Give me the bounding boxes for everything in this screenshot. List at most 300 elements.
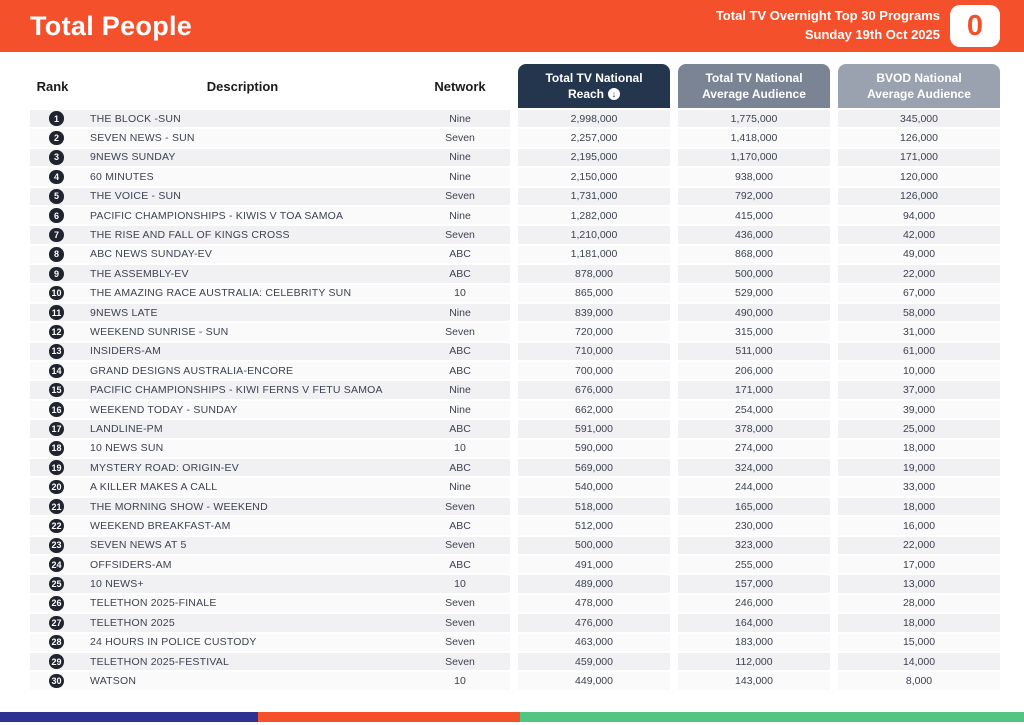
rank-cell: [30, 653, 75, 672]
column-gap: [670, 207, 678, 226]
column-gap: [510, 226, 518, 245]
rank-badge: 29: [49, 654, 64, 669]
network-cell: Seven: [410, 634, 510, 653]
column-gap: [510, 556, 518, 575]
reach-value: 512,000: [518, 517, 670, 536]
network-cell: Nine: [410, 110, 510, 129]
column-gap: [830, 149, 838, 168]
table-row: [30, 672, 1000, 691]
column-gap: [510, 575, 518, 594]
avg-audience-value: 490,000: [678, 304, 830, 323]
network-cell: Nine: [410, 149, 510, 168]
reach-value: 476,000: [518, 614, 670, 633]
network-cell: Seven: [410, 653, 510, 672]
rank-badge: 3: [49, 150, 64, 165]
program-description: THE ASSEMBLY-EV: [75, 265, 410, 284]
avg-audience-value: 206,000: [678, 362, 830, 381]
rank-cell: [30, 478, 75, 497]
program-description: 24 HOURS IN POLICE CUSTODY: [75, 634, 410, 653]
bvod-audience-value: 58,000: [838, 304, 1000, 323]
bvod-audience-value: 22,000: [838, 265, 1000, 284]
bvod-audience-value: 10,000: [838, 362, 1000, 381]
network-cell: Nine: [410, 478, 510, 497]
table-row: [30, 420, 1000, 439]
bvod-audience-value: 18,000: [838, 614, 1000, 633]
avg-audience-value: 1,418,000: [678, 129, 830, 148]
column-gap: [510, 672, 518, 691]
avg-audience-value: 230,000: [678, 517, 830, 536]
table-row: [30, 614, 1000, 633]
bvod-audience-value: 42,000: [838, 226, 1000, 245]
column-gap: [830, 362, 838, 381]
report-subtitle-line1: Total TV Overnight Top 30 Programs: [715, 8, 940, 24]
column-gap: [830, 343, 838, 362]
column-gap: [830, 459, 838, 478]
rank-cell: [30, 575, 75, 594]
oztam-logo: [950, 5, 1000, 47]
network-cell: Seven: [410, 226, 510, 245]
column-gap: [670, 478, 678, 497]
reach-value: 700,000: [518, 362, 670, 381]
avg-audience-value: 378,000: [678, 420, 830, 439]
column-gap: [510, 498, 518, 517]
rank-cell: [30, 265, 75, 284]
program-description: WEEKEND TODAY - SUNDAY: [75, 401, 410, 420]
program-description: TELETHON 2025-FESTIVAL: [75, 653, 410, 672]
rank-cell: [30, 420, 75, 439]
program-description: INSIDERS-AM: [75, 343, 410, 362]
column-header-reach[interactable]: [518, 64, 670, 108]
reach-value: 591,000: [518, 420, 670, 439]
column-gap: [670, 265, 678, 284]
bvod-audience-value: 49,000: [838, 246, 1000, 265]
rank-badge: 21: [49, 499, 64, 514]
column-header-avg-audience: [678, 64, 830, 108]
reach-value: 710,000: [518, 343, 670, 362]
program-description: 10 NEWS SUN: [75, 440, 410, 459]
column-gap: [510, 207, 518, 226]
program-description: SEVEN NEWS - SUN: [75, 129, 410, 148]
reach-value: 463,000: [518, 634, 670, 653]
rank-cell: [30, 343, 75, 362]
column-gap: [830, 537, 838, 556]
column-gap: [510, 285, 518, 304]
table-row: [30, 304, 1000, 323]
table-header-row: [30, 64, 1000, 108]
program-description: OFFSIDERS-AM: [75, 556, 410, 575]
rank-cell: [30, 246, 75, 265]
column-gap: [670, 226, 678, 245]
reach-value: 478,000: [518, 595, 670, 614]
reach-value: 839,000: [518, 304, 670, 323]
rank-cell: [30, 168, 75, 187]
column-gap: [830, 207, 838, 226]
program-description: THE RISE AND FALL OF KINGS CROSS: [75, 226, 410, 245]
network-cell: 10: [410, 285, 510, 304]
rank-cell: [30, 381, 75, 400]
column-gap: [510, 110, 518, 129]
column-gap: [670, 168, 678, 187]
network-cell: Seven: [410, 188, 510, 207]
rank-badge: 11: [49, 305, 64, 320]
reach-value: 489,000: [518, 575, 670, 594]
reach-value: 569,000: [518, 459, 670, 478]
network-cell: ABC: [410, 362, 510, 381]
rank-cell: [30, 110, 75, 129]
column-gap: [830, 614, 838, 633]
column-gap: [510, 129, 518, 148]
reach-value: 2,150,000: [518, 168, 670, 187]
top30-table: [30, 64, 1000, 692]
table-row: [30, 285, 1000, 304]
rank-cell: [30, 323, 75, 342]
network-cell: Seven: [410, 498, 510, 517]
footer-color-strip: [0, 712, 1024, 722]
rank-cell: [30, 226, 75, 245]
rank-badge: 2: [49, 131, 64, 146]
column-gap: [510, 517, 518, 536]
column-gap: [670, 634, 678, 653]
avg-header-line2: Average Audience: [702, 87, 806, 101]
table-row: [30, 343, 1000, 362]
avg-audience-value: 529,000: [678, 285, 830, 304]
avg-audience-value: 1,775,000: [678, 110, 830, 129]
reach-value: 459,000: [518, 653, 670, 672]
column-gap: [670, 401, 678, 420]
table-row: [30, 517, 1000, 536]
rank-badge: 19: [49, 460, 64, 475]
program-description: THE VOICE - SUN: [75, 188, 410, 207]
table-row: [30, 537, 1000, 556]
program-description: ABC NEWS SUNDAY-EV: [75, 246, 410, 265]
reach-header-line1: Total TV National: [545, 70, 643, 85]
rank-badge: 30: [49, 674, 64, 689]
rank-badge: 26: [49, 596, 64, 611]
table-row: [30, 401, 1000, 420]
table-row: [30, 556, 1000, 575]
column-header-bvod: [838, 64, 1000, 108]
footer-segment-green: [520, 712, 1024, 722]
rank-cell: [30, 129, 75, 148]
table-row: [30, 246, 1000, 265]
avg-audience-value: 143,000: [678, 672, 830, 691]
rank-badge: 6: [49, 208, 64, 223]
avg-audience-value: 254,000: [678, 401, 830, 420]
column-gap: [830, 498, 838, 517]
column-gap: [670, 285, 678, 304]
network-cell: 10: [410, 575, 510, 594]
rank-cell: [30, 459, 75, 478]
bvod-audience-value: 14,000: [838, 653, 1000, 672]
rank-cell: [30, 537, 75, 556]
program-description: WEEKEND BREAKFAST-AM: [75, 517, 410, 536]
top-banner: [0, 0, 1024, 52]
bvod-audience-value: 345,000: [838, 110, 1000, 129]
table-row: [30, 207, 1000, 226]
column-gap: [670, 537, 678, 556]
program-description: 60 MINUTES: [75, 168, 410, 187]
bvod-audience-value: 39,000: [838, 401, 1000, 420]
column-gap: [510, 459, 518, 478]
reach-value: 662,000: [518, 401, 670, 420]
column-gap: [670, 595, 678, 614]
avg-audience-value: 244,000: [678, 478, 830, 497]
column-gap: [510, 188, 518, 207]
program-description: PACIFIC CHAMPIONSHIPS - KIWI FERNS V FETU SAMOA: [75, 381, 410, 400]
column-gap: [670, 498, 678, 517]
reach-value: 2,195,000: [518, 149, 670, 168]
column-gap: [510, 304, 518, 323]
avg-audience-value: 171,000: [678, 381, 830, 400]
bvod-audience-value: 16,000: [838, 517, 1000, 536]
footer-segment-orange: [258, 712, 520, 722]
network-cell: Nine: [410, 304, 510, 323]
bvod-audience-value: 31,000: [838, 323, 1000, 342]
column-gap: [670, 556, 678, 575]
avg-audience-value: 255,000: [678, 556, 830, 575]
network-cell: Seven: [410, 614, 510, 633]
network-cell: ABC: [410, 517, 510, 536]
rank-badge: 4: [49, 170, 64, 185]
network-cell: Nine: [410, 381, 510, 400]
program-description: 10 NEWS+: [75, 575, 410, 594]
avg-audience-value: 165,000: [678, 498, 830, 517]
rank-badge: 15: [49, 383, 64, 398]
program-description: SEVEN NEWS AT 5: [75, 537, 410, 556]
network-cell: Seven: [410, 537, 510, 556]
reach-value: 449,000: [518, 672, 670, 691]
rank-cell: [30, 440, 75, 459]
avg-audience-value: 500,000: [678, 265, 830, 284]
column-gap: [830, 381, 838, 400]
rank-badge: 24: [49, 557, 64, 572]
column-gap: [670, 343, 678, 362]
column-gap: [510, 343, 518, 362]
table-row: [30, 498, 1000, 517]
column-gap: [670, 672, 678, 691]
table-row: [30, 595, 1000, 614]
rank-cell: [30, 285, 75, 304]
reach-value: 878,000: [518, 265, 670, 284]
column-gap: [830, 672, 838, 691]
bvod-audience-value: 120,000: [838, 168, 1000, 187]
column-gap: [830, 110, 838, 129]
table-row: [30, 129, 1000, 148]
reach-value: 1,210,000: [518, 226, 670, 245]
oztam-logo-glyph: 0: [966, 9, 984, 42]
rank-badge: 5: [49, 189, 64, 204]
bvod-audience-value: 22,000: [838, 537, 1000, 556]
sort-descending-icon[interactable]: ↓: [608, 88, 620, 100]
column-gap: [830, 420, 838, 439]
column-gap: [830, 401, 838, 420]
rank-badge: 8: [49, 247, 64, 262]
avg-audience-value: 157,000: [678, 575, 830, 594]
avg-audience-value: 868,000: [678, 246, 830, 265]
column-gap: [830, 323, 838, 342]
column-gap: [830, 634, 838, 653]
rank-badge: 17: [49, 422, 64, 437]
reach-value: 1,282,000: [518, 207, 670, 226]
network-cell: ABC: [410, 343, 510, 362]
column-gap: [510, 478, 518, 497]
bvod-audience-value: 15,000: [838, 634, 1000, 653]
table-row: [30, 478, 1000, 497]
column-gap: [670, 323, 678, 342]
column-gap: [510, 381, 518, 400]
column-gap: [510, 440, 518, 459]
avg-audience-value: 246,000: [678, 595, 830, 614]
avg-audience-value: 324,000: [678, 459, 830, 478]
avg-audience-value: 323,000: [678, 537, 830, 556]
reach-value: 676,000: [518, 381, 670, 400]
bvod-audience-value: 19,000: [838, 459, 1000, 478]
table-row: [30, 575, 1000, 594]
table-row: [30, 323, 1000, 342]
rank-badge: 20: [49, 480, 64, 495]
network-cell: ABC: [410, 265, 510, 284]
rank-cell: [30, 595, 75, 614]
column-gap: [830, 265, 838, 284]
avg-audience-value: 164,000: [678, 614, 830, 633]
avg-audience-value: 1,170,000: [678, 149, 830, 168]
bvod-audience-value: 18,000: [838, 440, 1000, 459]
column-gap: [670, 653, 678, 672]
bvod-audience-value: 61,000: [838, 343, 1000, 362]
column-gap: [830, 653, 838, 672]
rank-cell: [30, 672, 75, 691]
rank-badge: 13: [49, 344, 64, 359]
column-gap: [510, 537, 518, 556]
table-row: [30, 149, 1000, 168]
table-row: [30, 440, 1000, 459]
column-gap: [510, 595, 518, 614]
program-description: 9NEWS LATE: [75, 304, 410, 323]
rank-cell: [30, 517, 75, 536]
table-row: [30, 653, 1000, 672]
rank-cell: [30, 188, 75, 207]
rank-cell: [30, 498, 75, 517]
network-cell: 10: [410, 440, 510, 459]
program-description: MYSTERY ROAD: ORIGIN-EV: [75, 459, 410, 478]
rank-badge: 28: [49, 635, 64, 650]
column-header-rank: Rank: [36, 78, 69, 94]
table-row: [30, 362, 1000, 381]
table-row: [30, 168, 1000, 187]
bvod-audience-value: 8,000: [838, 672, 1000, 691]
column-gap: [510, 653, 518, 672]
table-row: [30, 226, 1000, 245]
column-gap: [510, 246, 518, 265]
program-description: GRAND DESIGNS AUSTRALIA-ENCORE: [75, 362, 410, 381]
program-description: A KILLER MAKES A CALL: [75, 478, 410, 497]
column-gap: [670, 149, 678, 168]
avg-audience-value: 315,000: [678, 323, 830, 342]
page-title: Total People: [30, 10, 193, 41]
network-cell: Nine: [410, 401, 510, 420]
column-gap: [510, 401, 518, 420]
bvod-audience-value: 33,000: [838, 478, 1000, 497]
rank-badge: 25: [49, 577, 64, 592]
program-description: TELETHON 2025: [75, 614, 410, 633]
program-description: THE BLOCK -SUN: [75, 110, 410, 129]
rank-badge: 12: [49, 325, 64, 340]
bvod-header-line1: BVOD National: [876, 70, 962, 85]
column-gap: [670, 246, 678, 265]
column-gap: [830, 517, 838, 536]
program-description: THE MORNING SHOW - WEEKEND: [75, 498, 410, 517]
rank-badge: 22: [49, 519, 64, 534]
footer-segment-navy: [0, 712, 258, 722]
reach-header-line2: Reach: [567, 87, 605, 101]
program-description: WEEKEND SUNRISE - SUN: [75, 323, 410, 342]
bvod-audience-value: 17,000: [838, 556, 1000, 575]
rank-cell: [30, 614, 75, 633]
rank-badge: 14: [49, 364, 64, 379]
column-gap: [830, 226, 838, 245]
bvod-audience-value: 28,000: [838, 595, 1000, 614]
column-gap: [830, 304, 838, 323]
rank-cell: [30, 149, 75, 168]
rank-cell: [30, 556, 75, 575]
network-cell: ABC: [410, 246, 510, 265]
column-gap: [670, 381, 678, 400]
avg-audience-value: 415,000: [678, 207, 830, 226]
avg-audience-value: 112,000: [678, 653, 830, 672]
reach-value: 590,000: [518, 440, 670, 459]
reach-value: 2,998,000: [518, 110, 670, 129]
column-gap: [670, 64, 678, 108]
program-description: THE AMAZING RACE AUSTRALIA: CELEBRITY SUN: [75, 285, 410, 304]
column-gap: [510, 149, 518, 168]
banner-right: [716, 5, 1000, 47]
rank-cell: [30, 362, 75, 381]
rank-badge: 1: [49, 111, 64, 126]
column-gap: [670, 420, 678, 439]
column-gap: [510, 265, 518, 284]
column-gap: [830, 188, 838, 207]
network-cell: ABC: [410, 556, 510, 575]
rank-cell: [30, 304, 75, 323]
bvod-audience-value: 94,000: [838, 207, 1000, 226]
avg-header-line1: Total TV National: [705, 70, 803, 85]
network-cell: 10: [410, 672, 510, 691]
report-subtitle-line2: Sunday 19th Oct 2025: [804, 27, 940, 42]
rank-badge: 16: [49, 402, 64, 417]
column-gap: [670, 110, 678, 129]
column-gap: [830, 478, 838, 497]
table-row: [30, 381, 1000, 400]
column-gap: [510, 634, 518, 653]
bvod-audience-value: 126,000: [838, 129, 1000, 148]
reach-value: 865,000: [518, 285, 670, 304]
column-gap: [830, 556, 838, 575]
network-cell: Seven: [410, 129, 510, 148]
avg-audience-value: 436,000: [678, 226, 830, 245]
bvod-audience-value: 126,000: [838, 188, 1000, 207]
reach-value: 491,000: [518, 556, 670, 575]
column-gap: [510, 420, 518, 439]
column-gap: [670, 362, 678, 381]
column-gap: [510, 362, 518, 381]
column-gap: [830, 246, 838, 265]
rank-badge: 18: [49, 441, 64, 456]
rank-badge: 7: [49, 228, 64, 243]
reach-value: 500,000: [518, 537, 670, 556]
rank-badge: 23: [49, 538, 64, 553]
avg-audience-value: 792,000: [678, 188, 830, 207]
column-gap: [670, 614, 678, 633]
